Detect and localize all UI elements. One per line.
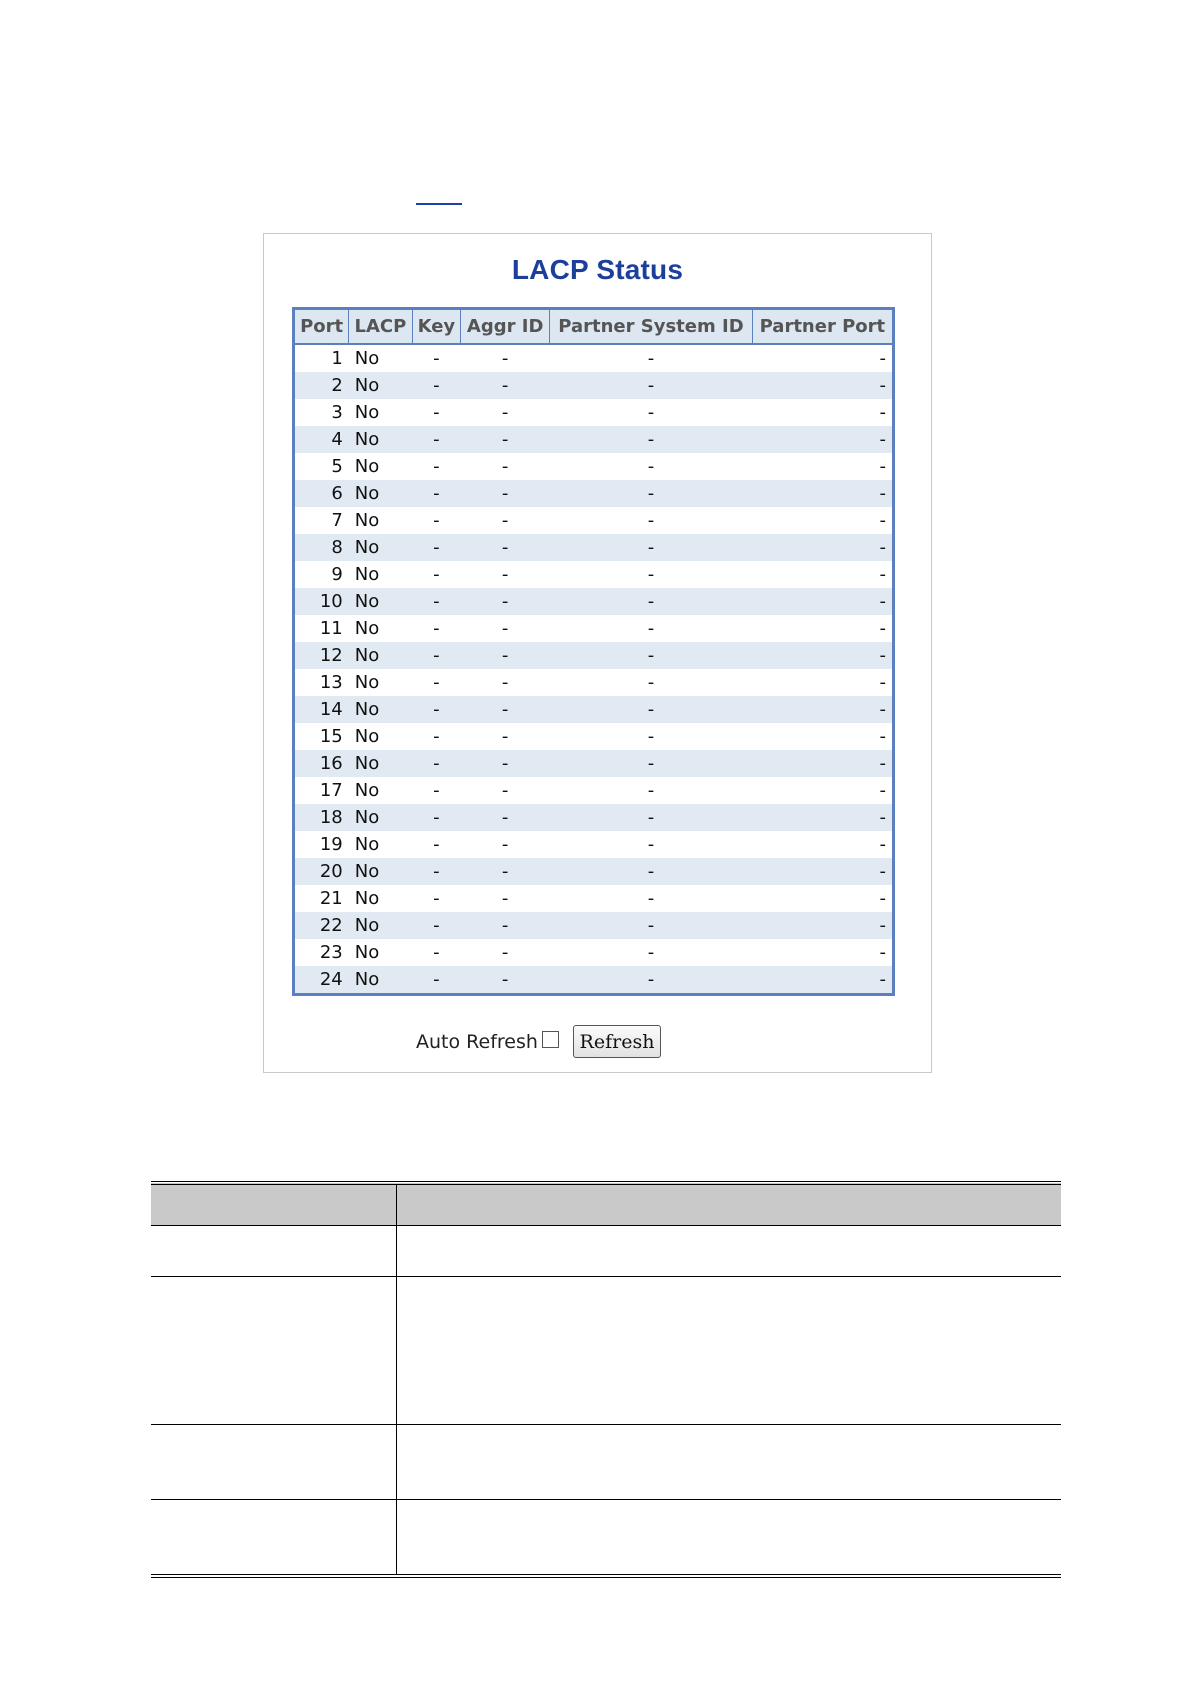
port-cell: 14 xyxy=(294,696,349,723)
aggr-id-cell: - xyxy=(461,642,550,669)
key-cell: - xyxy=(412,426,461,453)
aggr-id-cell: - xyxy=(501,942,509,963)
key-cell: - xyxy=(433,834,440,855)
aggr-id-cell: - xyxy=(501,348,509,369)
partner-system-id-cell: - xyxy=(647,564,655,585)
lacp-cell: No xyxy=(349,372,412,399)
partner-system-id-cell: - xyxy=(647,726,655,747)
key-cell: - xyxy=(412,372,461,399)
table-row xyxy=(294,966,894,995)
table-row xyxy=(294,534,894,561)
key-cell: - xyxy=(433,564,440,585)
table-row xyxy=(294,588,894,615)
lacp-cell: No xyxy=(349,426,412,453)
lacp-cell: No xyxy=(354,780,380,801)
lacp-cell: No xyxy=(354,834,380,855)
port-cell: 18 xyxy=(294,804,349,831)
partner-port-cell: - xyxy=(879,618,886,639)
lacp-cell: No xyxy=(349,858,412,885)
aggr-id-cell: - xyxy=(461,534,550,561)
partner-port-cell: - xyxy=(752,750,893,777)
partner-system-id-cell: - xyxy=(550,750,753,777)
key-cell: - xyxy=(433,618,440,639)
table-row xyxy=(294,453,894,480)
partner-port-cell: - xyxy=(752,480,893,507)
aggr-id-cell: - xyxy=(501,888,509,909)
partner-port-cell: - xyxy=(879,510,886,531)
port-cell: 19 xyxy=(319,834,343,855)
aggr-id-cell: - xyxy=(461,858,550,885)
port-cell: 13 xyxy=(319,672,343,693)
description-row xyxy=(151,1425,1061,1500)
table-row xyxy=(294,344,894,372)
table-row xyxy=(294,858,894,885)
aggr-id-cell: - xyxy=(501,672,509,693)
key-cell: - xyxy=(433,348,440,369)
aggr-id-cell: - xyxy=(501,564,509,585)
port-cell: 4 xyxy=(294,426,349,453)
partner-port-cell: - xyxy=(879,834,886,855)
lacp-cell: No xyxy=(354,672,380,693)
object-cell xyxy=(151,1425,397,1500)
partner-port-cell: - xyxy=(879,780,886,801)
partner-system-id-cell: - xyxy=(647,402,655,423)
port-cell: 10 xyxy=(294,588,349,615)
table-row xyxy=(294,480,894,507)
partner-system-id-cell: - xyxy=(550,966,753,995)
partner-system-id-cell: - xyxy=(647,510,655,531)
table-row xyxy=(294,669,894,696)
partner-system-id-cell: - xyxy=(550,696,753,723)
aggr-id-cell: - xyxy=(501,510,509,531)
lacp-cell: No xyxy=(354,402,380,423)
partner-system-id-cell: - xyxy=(550,858,753,885)
key-cell: - xyxy=(412,642,461,669)
port-cell: 17 xyxy=(319,780,343,801)
aggr-id-cell: - xyxy=(461,966,550,995)
lacp-cell: No xyxy=(349,642,412,669)
object-cell xyxy=(151,1226,397,1277)
table-row xyxy=(294,939,894,966)
port-cell: 7 xyxy=(331,510,343,531)
port-cell: 1 xyxy=(331,348,343,369)
partner-system-id-cell: - xyxy=(550,426,753,453)
partner-system-id-cell: - xyxy=(647,780,655,801)
partner-port-cell: - xyxy=(752,696,893,723)
lacp-cell: No xyxy=(349,480,412,507)
table-row xyxy=(294,615,894,642)
port-cell: 16 xyxy=(294,750,349,777)
key-cell: - xyxy=(412,750,461,777)
refresh-controls xyxy=(264,1025,931,1061)
port-cell: 6 xyxy=(294,480,349,507)
key-cell: - xyxy=(412,480,461,507)
table-row xyxy=(294,696,894,723)
partner-system-id-cell: - xyxy=(647,888,655,909)
partner-system-id-cell: - xyxy=(550,642,753,669)
aggr-id-cell: - xyxy=(501,834,509,855)
port-cell: 15 xyxy=(319,726,343,747)
key-cell: - xyxy=(433,402,440,423)
partner-system-id-cell: - xyxy=(647,942,655,963)
port-cell: 9 xyxy=(331,564,343,585)
port-cell: 23 xyxy=(319,942,343,963)
column-header-key: Key xyxy=(412,309,461,345)
partner-port-cell: - xyxy=(752,858,893,885)
port-cell: 5 xyxy=(331,456,343,477)
description-cell xyxy=(397,1500,1062,1577)
port-cell: 24 xyxy=(294,966,349,995)
partner-port-cell: - xyxy=(879,348,886,369)
partner-port-cell: - xyxy=(879,726,886,747)
lacp-cell: No xyxy=(354,726,380,747)
lacp-status-table xyxy=(292,307,895,996)
lacp-cell: No xyxy=(354,564,380,585)
port-cell: 11 xyxy=(319,618,343,639)
table-row xyxy=(294,885,894,912)
partner-system-id-cell: - xyxy=(647,834,655,855)
description-cell xyxy=(397,1425,1062,1500)
column-header-partner-system-id: Partner System ID xyxy=(550,309,753,345)
auto-refresh-label: Auto Refresh xyxy=(416,1031,538,1053)
lacp-cell: No xyxy=(349,912,412,939)
partner-system-id-cell: - xyxy=(550,804,753,831)
partner-port-cell: - xyxy=(752,804,893,831)
aggr-id-cell: - xyxy=(501,456,509,477)
aggr-id-cell: - xyxy=(461,480,550,507)
table-row xyxy=(294,507,894,534)
table-row xyxy=(294,426,894,453)
description-row xyxy=(151,1226,1061,1277)
partner-port-cell: - xyxy=(752,912,893,939)
aggr-id-cell: - xyxy=(461,426,550,453)
aggr-id-cell: - xyxy=(461,912,550,939)
lacp-cell: No xyxy=(354,942,380,963)
aggr-id-cell: - xyxy=(461,750,550,777)
key-cell: - xyxy=(433,888,440,909)
table-row xyxy=(294,372,894,399)
table-row xyxy=(294,831,894,858)
lacp-cell: No xyxy=(349,750,412,777)
key-cell: - xyxy=(433,672,440,693)
column-header-aggr-id: Aggr ID xyxy=(461,309,550,345)
lacp-cell: No xyxy=(354,456,380,477)
object-cell xyxy=(151,1500,397,1577)
description-row xyxy=(151,1500,1061,1577)
partner-system-id-cell: - xyxy=(550,588,753,615)
partner-system-id-cell: - xyxy=(550,480,753,507)
description-header-row xyxy=(151,1183,1061,1226)
table-row xyxy=(294,399,894,426)
table-row xyxy=(294,723,894,750)
column-header-lacp: LACP xyxy=(349,309,412,345)
description-cell xyxy=(397,1226,1062,1277)
key-cell: - xyxy=(412,804,461,831)
aggr-id-cell: - xyxy=(501,780,509,801)
description-row xyxy=(151,1277,1061,1425)
port-cell: 20 xyxy=(294,858,349,885)
port-cell: 8 xyxy=(294,534,349,561)
key-cell: - xyxy=(433,456,440,477)
lacp-cell: No xyxy=(349,804,412,831)
aggr-id-cell: - xyxy=(501,618,509,639)
table-row xyxy=(294,642,894,669)
port-cell: 21 xyxy=(319,888,343,909)
partner-system-id-cell: - xyxy=(647,618,655,639)
description-column-header xyxy=(397,1183,1062,1226)
aggr-id-cell: - xyxy=(501,726,509,747)
partner-port-cell: - xyxy=(879,564,886,585)
partner-port-cell: - xyxy=(879,888,886,909)
column-header-partner-port: Partner Port xyxy=(752,309,893,345)
key-cell: - xyxy=(433,780,440,801)
key-cell: - xyxy=(412,534,461,561)
key-cell: - xyxy=(433,510,440,531)
aggr-id-cell: - xyxy=(461,588,550,615)
aggr-id-cell: - xyxy=(501,402,509,423)
partner-port-cell: - xyxy=(752,534,893,561)
key-cell: - xyxy=(433,942,440,963)
key-cell: - xyxy=(412,858,461,885)
object-column-header xyxy=(151,1183,397,1226)
refresh-button[interactable]: Refresh xyxy=(573,1025,661,1058)
table-body xyxy=(294,344,894,995)
partner-port-cell: - xyxy=(879,942,886,963)
lacp-status-panel xyxy=(263,233,932,1073)
lacp-cell: No xyxy=(354,888,380,909)
table-row xyxy=(294,912,894,939)
port-cell: 22 xyxy=(294,912,349,939)
partner-port-cell: - xyxy=(752,966,893,995)
object-cell xyxy=(151,1277,397,1425)
lacp-cell: No xyxy=(349,534,412,561)
table-row xyxy=(294,804,894,831)
partner-port-cell: - xyxy=(752,642,893,669)
page-link[interactable] xyxy=(416,203,462,205)
table-row xyxy=(294,561,894,588)
partner-system-id-cell: - xyxy=(647,672,655,693)
table-header-row xyxy=(294,309,894,345)
key-cell: - xyxy=(412,912,461,939)
key-cell: - xyxy=(412,966,461,995)
panel-title: LACP Status xyxy=(511,254,684,285)
port-cell: 3 xyxy=(331,402,343,423)
aggr-id-cell: - xyxy=(461,372,550,399)
lacp-cell: No xyxy=(354,348,380,369)
partner-system-id-cell: - xyxy=(647,456,655,477)
key-cell: - xyxy=(433,726,440,747)
port-cell: 12 xyxy=(294,642,349,669)
table-row xyxy=(294,777,894,804)
key-cell: - xyxy=(412,696,461,723)
lacp-cell: No xyxy=(349,696,412,723)
key-cell: - xyxy=(412,588,461,615)
partner-system-id-cell: - xyxy=(550,912,753,939)
port-cell: 2 xyxy=(294,372,349,399)
aggr-id-cell: - xyxy=(461,804,550,831)
partner-port-cell: - xyxy=(879,672,886,693)
auto-refresh-checkbox[interactable] xyxy=(542,1031,559,1048)
aggr-id-cell: - xyxy=(461,696,550,723)
lacp-cell: No xyxy=(349,966,412,995)
partner-port-cell: - xyxy=(879,402,886,423)
partner-port-cell: - xyxy=(752,588,893,615)
description-table xyxy=(151,1181,1061,1578)
partner-port-cell: - xyxy=(879,456,886,477)
table-row xyxy=(294,750,894,777)
partner-system-id-cell: - xyxy=(647,348,655,369)
partner-system-id-cell: - xyxy=(550,372,753,399)
partner-port-cell: - xyxy=(752,426,893,453)
lacp-cell: No xyxy=(349,588,412,615)
description-cell xyxy=(397,1277,1062,1425)
partner-port-cell: - xyxy=(752,372,893,399)
column-header-port: Port xyxy=(294,309,349,345)
lacp-cell: No xyxy=(354,510,380,531)
partner-system-id-cell: - xyxy=(550,534,753,561)
lacp-cell: No xyxy=(354,618,380,639)
